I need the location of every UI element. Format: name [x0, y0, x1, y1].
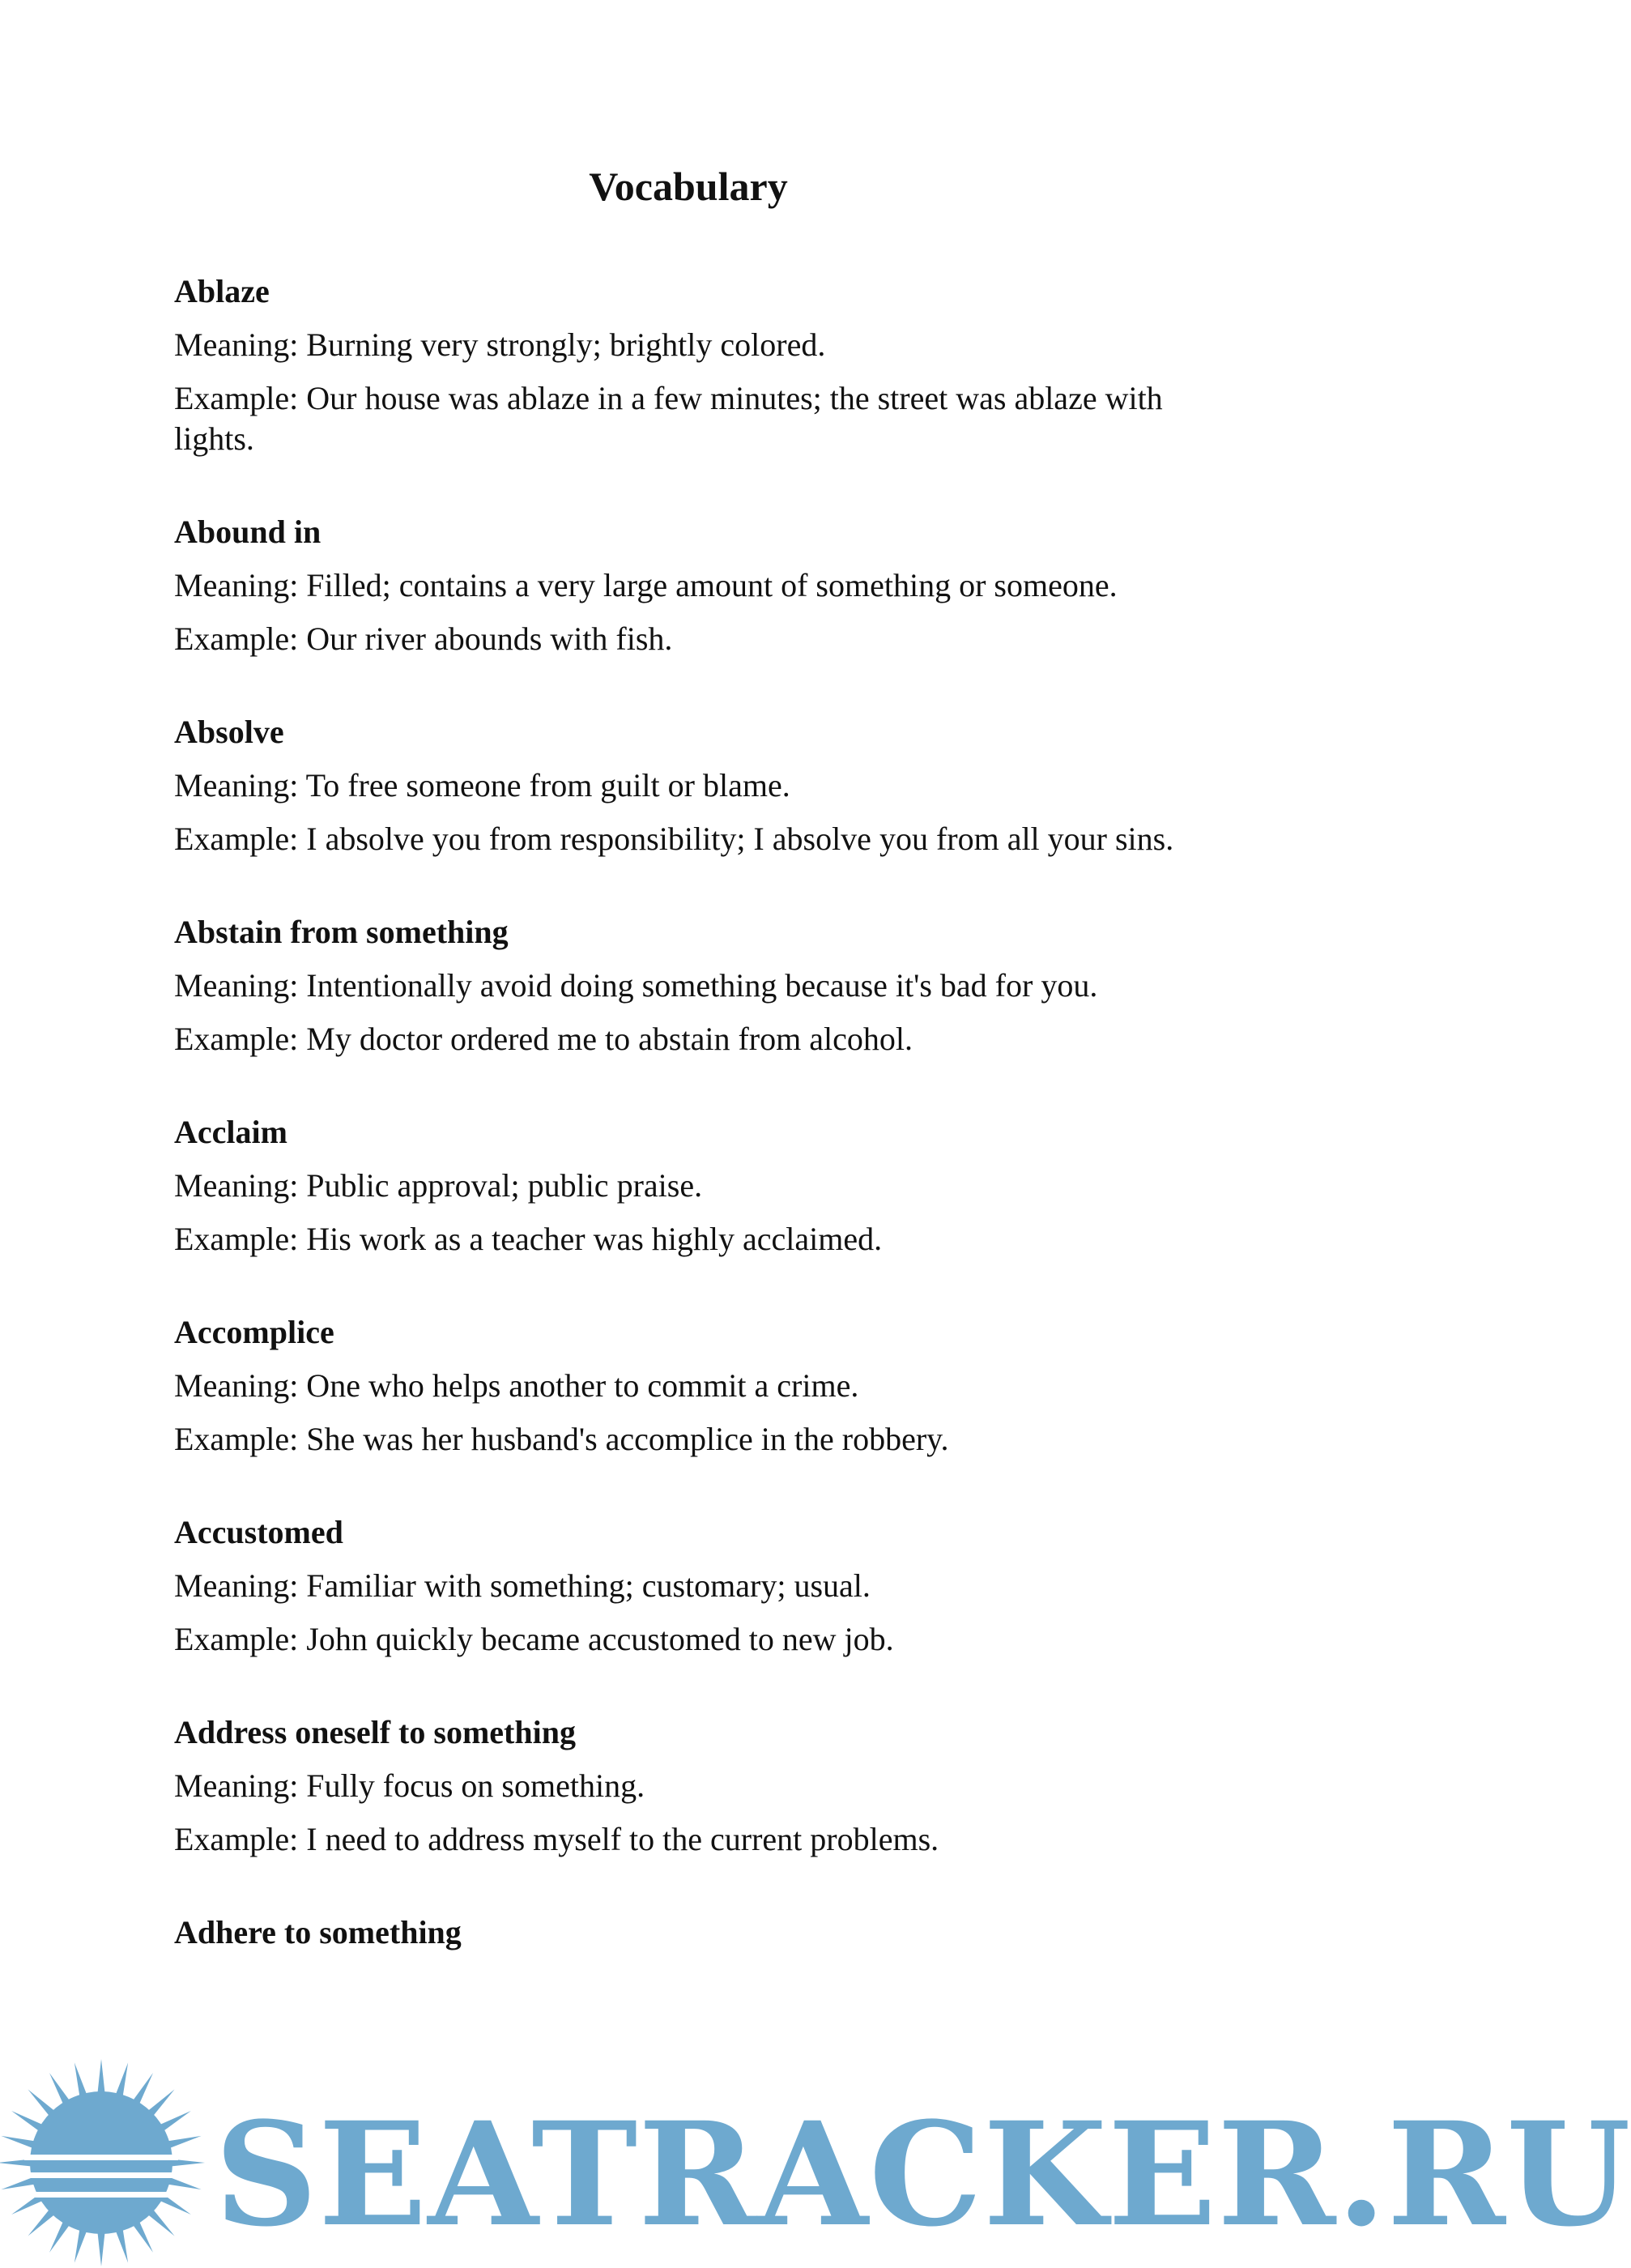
vocabulary-entry: [174, 1112, 1227, 1260]
vocabulary-entry: [174, 1312, 1227, 1460]
entry-meaning: Meaning: Public approval; public praise.: [174, 1167, 703, 1204]
vocabulary-entry: [174, 1712, 1227, 1860]
entry-example: Example: I absolve you from responsibility; I absolve you from all your sins.: [174, 821, 1174, 857]
entry-example: Example: Our river abounds with fish.: [174, 620, 673, 657]
entry-meaning: Meaning: Fully focus on something.: [174, 1767, 645, 1804]
vocabulary-entry: [174, 512, 1227, 659]
entry-example: Example: I need to address myself to the current problems.: [174, 1821, 939, 1857]
vocabulary-list: [174, 271, 1227, 2006]
page-title: Vocabulary: [589, 164, 788, 209]
entry-term: Abound in: [174, 514, 322, 550]
entry-term: Ablaze: [174, 273, 270, 309]
vocabulary-entry: [174, 712, 1227, 859]
sun-logo-icon: [0, 2059, 205, 2266]
vocabulary-entry: [174, 912, 1227, 1059]
entry-term: Abstain from something: [174, 914, 509, 950]
vocabulary-entry: [174, 271, 1227, 459]
entry-term: Adhere to something: [174, 1914, 462, 1950]
entry-example: Example: She was her husband's accomplice in the robbery.: [174, 1421, 949, 1457]
entry-term: Acclaim: [174, 1114, 287, 1150]
vocabulary-entry: [174, 1512, 1227, 1660]
entry-meaning: Meaning: Familiar with something; customary; usual.: [174, 1567, 871, 1604]
vocabulary-entry: [174, 1912, 1227, 1953]
entry-example: Example: My doctor ordered me to abstain from alcohol.: [174, 1021, 913, 1057]
entry-term: Address oneself to something: [174, 1714, 576, 1750]
entry-meaning: Meaning: Filled; contains a very large amount of something or someone.: [174, 567, 1118, 603]
entry-example: Example: His work as a teacher was highly acclaimed.: [174, 1221, 883, 1257]
entry-meaning: Meaning: Intentionally avoid doing something because it's bad for you.: [174, 967, 1098, 1004]
entry-term: Accustomed: [174, 1514, 343, 1550]
entry-example: Example: John quickly became accustomed to new job.: [174, 1621, 894, 1657]
entry-meaning: Meaning: One who helps another to commit a crime.: [174, 1367, 859, 1404]
entry-term: Absolve: [174, 714, 284, 750]
entry-example: Example: Our house was ablaze in a few minutes; the street was ablaze with lights.: [174, 380, 1163, 457]
entry-meaning: Meaning: To free someone from guilt or blame.: [174, 767, 790, 804]
watermark-text: SEATRACKER.RU: [215, 2091, 1631, 2258]
entry-term: Accomplice: [174, 1314, 334, 1350]
entry-meaning: Meaning: Burning very strongly; brightly colored.: [174, 326, 826, 363]
